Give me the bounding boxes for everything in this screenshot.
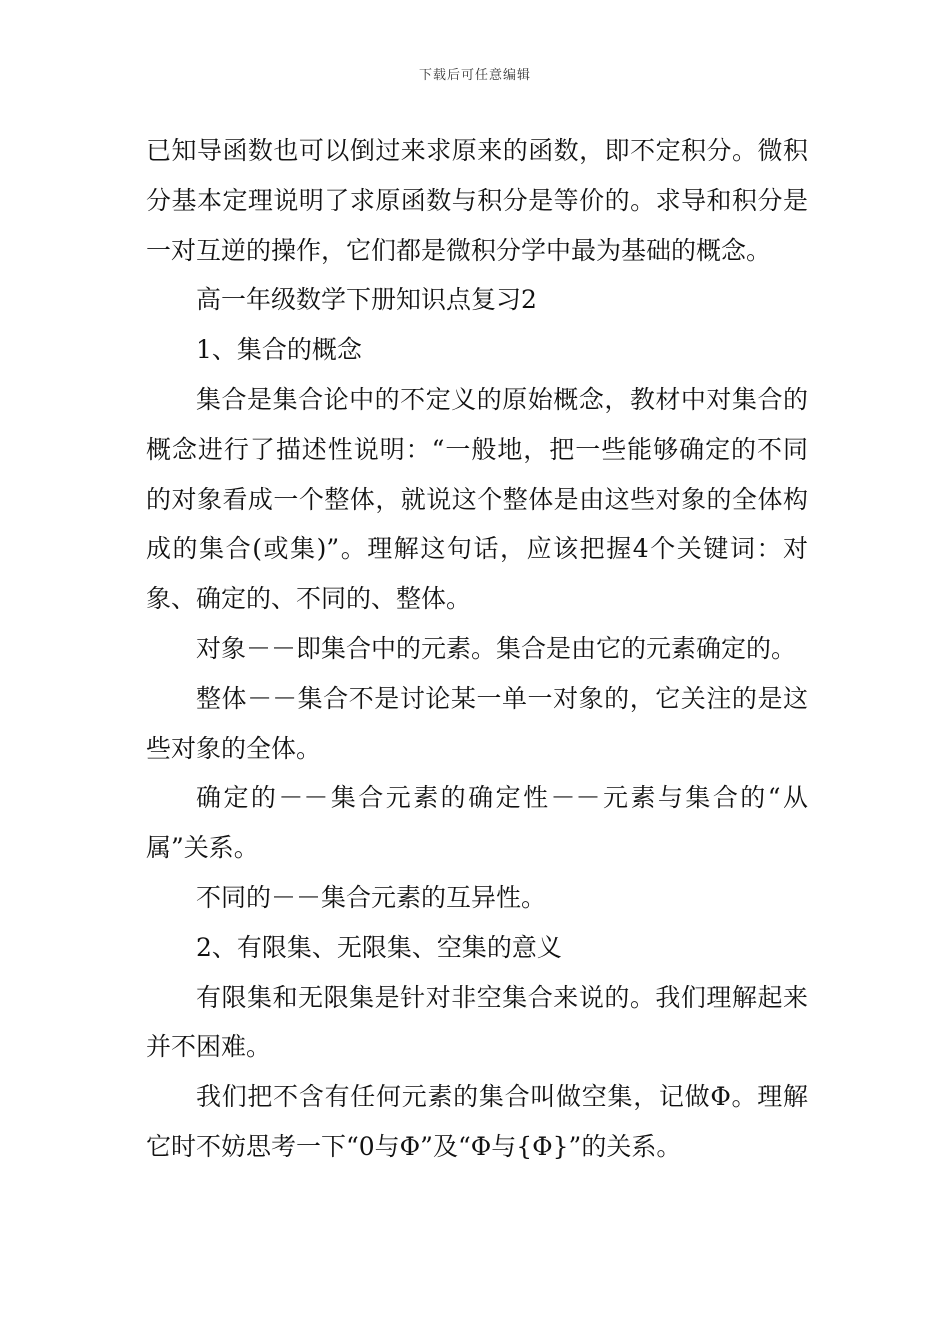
- paragraph-empty-set: 我们把不含有任何元素的集合叫做空集，记做Φ。理解它时不妨思考一下“0与Φ”及“Φ与{Φ}”的关系。: [146, 1082, 808, 1161]
- subheading-finite-infinite-empty: 2、有限集、无限集、空集的意义: [196, 932, 562, 962]
- paragraph-determinate: 确定的－－集合元素的确定性－－元素与集合的“从属”关系。: [146, 783, 808, 863]
- document-body: [146, 126, 808, 1172]
- paragraph-distinct: 不同的－－集合元素的互异性。: [196, 882, 547, 912]
- paragraph-whole: 整体－－集合不是讨论某一单一对象的，它关注的是这些对象的全体。: [146, 683, 808, 763]
- header-note: 下载后可任意编辑: [418, 68, 531, 83]
- paragraph-set-definition: 集合是集合论中的不定义的原始概念，教材中对集合的概念进行了描述性说明：“一般地，把一些能够确定的不同的对象看成一个整体，就说这个整体是由这些对象的全体构成的集合(或集)”。理解这句话，应该把握4个关键词：对象、确定的、不同的、整体。: [146, 384, 808, 614]
- paragraph-object: 对象－－即集合中的元素。集合是由它的元素确定的。: [196, 633, 797, 663]
- paragraph-calculus-conclusion: 已知导函数也可以倒过来求原来的函数，即不定积分。微积分基本定理说明了求原函数与积分是等价的。求导和积分是一对互逆的操作，它们都是微积分学中最为基础的概念。: [146, 136, 808, 265]
- subheading-set-concept: 1、集合的概念: [196, 335, 362, 365]
- section-title: 高一年级数学下册知识点复习2: [196, 285, 537, 315]
- paragraph-finite-infinite: 有限集和无限集是针对非空集合来说的。我们理解起来并不困难。: [146, 982, 808, 1062]
